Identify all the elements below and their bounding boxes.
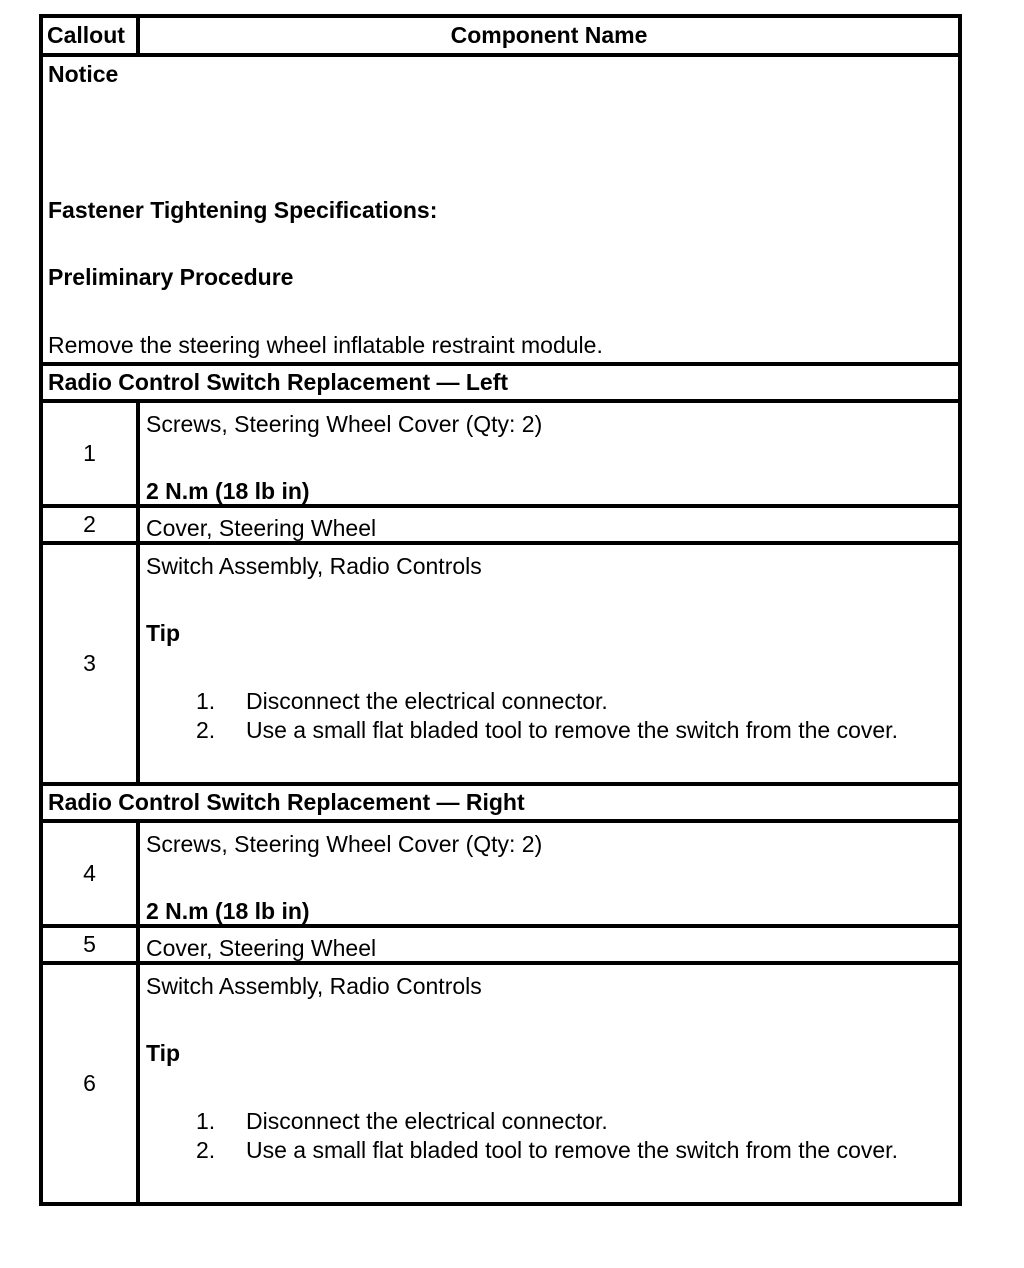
component-cell: [138, 926, 960, 963]
component-table: [39, 14, 962, 1206]
section-title-left: Radio Control Switch Replacement — Left: [41, 364, 960, 401]
callout-cell: 6: [41, 963, 138, 1204]
list-item-number: 2.: [196, 1137, 216, 1163]
component-name: Cover, Steering Wheel: [146, 515, 377, 541]
component-name-header: Component Name: [138, 16, 960, 55]
component-cell: [138, 963, 960, 1204]
table-row: [41, 506, 960, 543]
list-item-text: Use a small flat bladed tool to remove the switch from the cover.: [246, 717, 898, 743]
preliminary-row: [41, 55, 960, 364]
header-row: [41, 16, 960, 55]
torque-spec: 2 N.m (18 lb in): [146, 478, 310, 504]
list-item-text: Disconnect the electrical connector.: [246, 1108, 608, 1134]
callout-cell: 1: [41, 401, 138, 506]
list-item-number: 1.: [196, 688, 216, 714]
component-name: Switch Assembly, Radio Controls: [146, 553, 482, 579]
callout-cell: 2: [41, 506, 138, 543]
component-cell: [138, 401, 960, 506]
torque-spec: 2 N.m (18 lb in): [146, 898, 310, 924]
section-row-right: [41, 784, 960, 821]
component-name: Screws, Steering Wheel Cover (Qty: 2): [146, 411, 543, 437]
preliminary-procedure-step: Remove the steering wheel inflatable restraint module.: [48, 332, 603, 358]
preliminary-procedure-title: Preliminary Procedure: [48, 264, 294, 290]
component-name: Screws, Steering Wheel Cover (Qty: 2): [146, 831, 543, 857]
component-name: Cover, Steering Wheel: [146, 935, 377, 961]
callout-cell: 3: [41, 543, 138, 784]
callout-header: Callout: [41, 16, 138, 55]
list-item-number: 2.: [196, 717, 216, 743]
section-title-right: Radio Control Switch Replacement — Right: [41, 784, 960, 821]
table-row: [41, 401, 960, 506]
notice-label: Notice: [48, 61, 119, 87]
table-row: [41, 543, 960, 784]
tip-label: Tip: [146, 1040, 181, 1066]
list-item-text: Use a small flat bladed tool to remove the switch from the cover.: [246, 1137, 898, 1163]
component-cell: [138, 506, 960, 543]
callout-cell: 5: [41, 926, 138, 963]
list-item-number: 1.: [196, 1108, 216, 1134]
component-name: Switch Assembly, Radio Controls: [146, 973, 482, 999]
fastener-spec-label: Fastener Tightening Specifications:: [48, 197, 438, 223]
table-row: [41, 821, 960, 926]
preliminary-cell: [41, 55, 960, 364]
table-row: [41, 926, 960, 963]
callout-cell: 4: [41, 821, 138, 926]
section-row-left: [41, 364, 960, 401]
tip-label: Tip: [146, 620, 181, 646]
component-cell: [138, 543, 960, 784]
table-row: [41, 963, 960, 1204]
list-item-text: Disconnect the electrical connector.: [246, 688, 608, 714]
component-cell: [138, 821, 960, 926]
